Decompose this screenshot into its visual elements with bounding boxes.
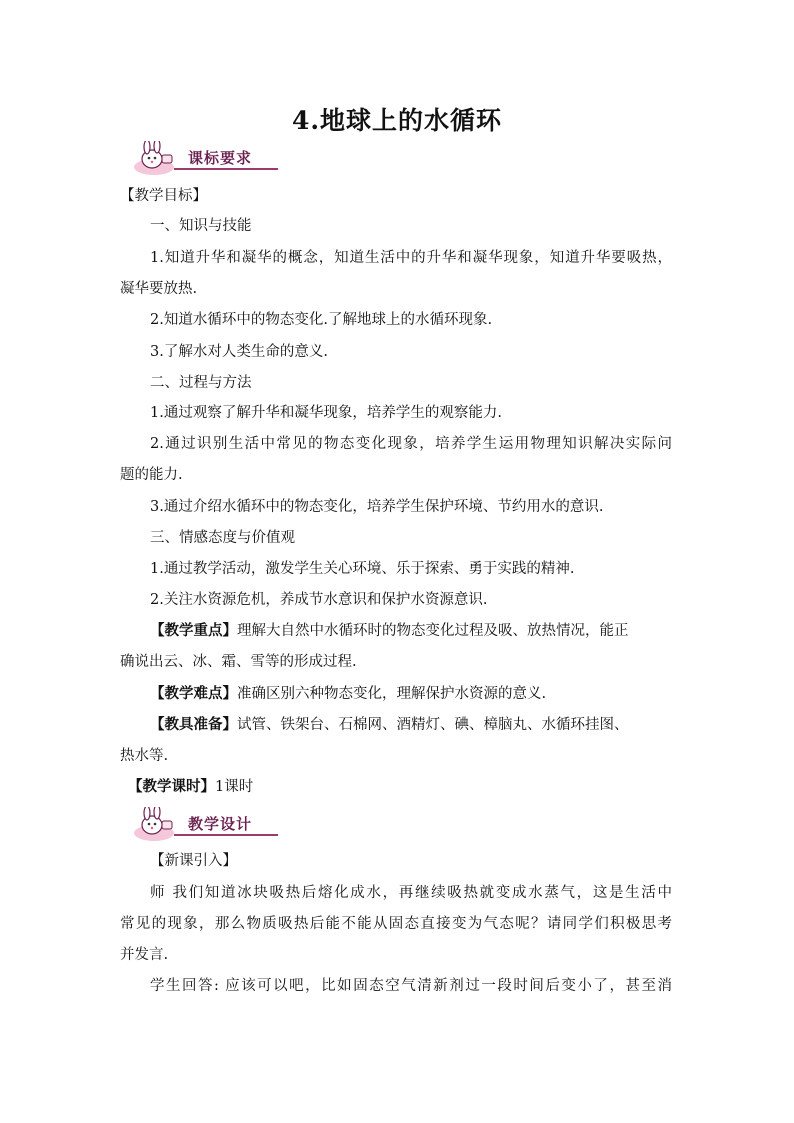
paragraph-line: 3.了解水对人类生命的意义. [150,344,328,360]
paragraph-line: 确说出云、冰、霜、雪等的形成过程. [120,654,357,670]
heading-new-lesson: 【新课引入】 [150,853,237,869]
subheading-attitude: 三、情感态度与价值观 [150,530,295,546]
paragraph-line: 2.关注水资源危机，养成节水意识和保护水资源意识. [150,592,488,608]
label-class-hours: 【教学课时】 [128,778,215,795]
section-banner-design [130,807,280,843]
subheading-knowledge: 一、知识与技能 [150,218,252,234]
section-banner-standards [130,141,280,177]
paragraph-line: 学生回答: 应该可以吧，比如固态空气清新剂过一段时间后变小了，甚至消 [150,978,672,994]
paragraph-line: 3.通过介绍水循环中的物态变化，培养学生保护环境、节约用水的意识. [150,499,604,515]
label-difficulties: 【教学难点】 [150,685,237,702]
paragraph-difficulties [150,684,546,704]
section-banner-label: 教学设计 [188,815,253,833]
cartoon-rabbit-icon [130,141,178,177]
materials-text: 试管、铁架台、石棉网、酒精灯、碘、樟脑丸、水循环挂图、 [237,717,629,733]
paragraph-line: 题的能力. [120,467,183,483]
page-title: 4.地球上的水循环 [291,106,503,135]
paragraph-line: 师 我们知道冰块吸热后熔化成水，再继续吸热就变成水蒸气，这是生活中 [150,885,672,901]
paragraph-class-hours [128,777,253,797]
class-hours-text: 1课时 [215,779,254,795]
paragraph-materials [150,715,629,735]
paragraph-line: 1.通过观察了解升华和凝华现象，培养学生的观察能力. [150,405,502,421]
section-banner-label: 课标要求 [188,149,253,167]
label-key-points: 【教学重点】 [150,622,237,639]
section-divider [174,168,278,170]
paragraph-line: 2.知道水循环中的物态变化.了解地球上的水循环现象. [150,312,493,328]
paragraph-line: 热水等. [120,748,169,764]
cartoon-rabbit-icon [130,807,178,843]
paragraph-line: 并发言. [120,947,169,963]
heading-teaching-goals: 【教学目标】 [120,188,207,204]
subheading-process: 二、过程与方法 [150,375,252,391]
paragraph-line: 2.通过识别生活中常见的物态变化现象，培养学生运用物理知识解决实际问 [150,436,672,452]
paragraph-line: 常见的现象，那么物质吸热后能不能从固态直接变为气态呢？请同学们积极思考 [120,916,672,932]
paragraph-line: 凝华要放热. [120,281,198,297]
paragraph-line: 1.通过教学活动，激发学生关心环境、乐于探索、勇于实践的精神. [150,561,575,577]
section-divider [174,834,278,836]
label-materials: 【教具准备】 [150,716,237,733]
paragraph-key-points [150,621,629,641]
paragraph-line: 1.知道升华和凝华的概念，知道生活中的升华和凝华现象，知道升华要吸热， [150,250,672,266]
key-points-text: 理解大自然中水循环时的物态变化过程及吸、放热情况，能正 [237,623,629,639]
difficulties-text: 准确区别六种物态变化，理解保护水资源的意义. [237,686,547,702]
